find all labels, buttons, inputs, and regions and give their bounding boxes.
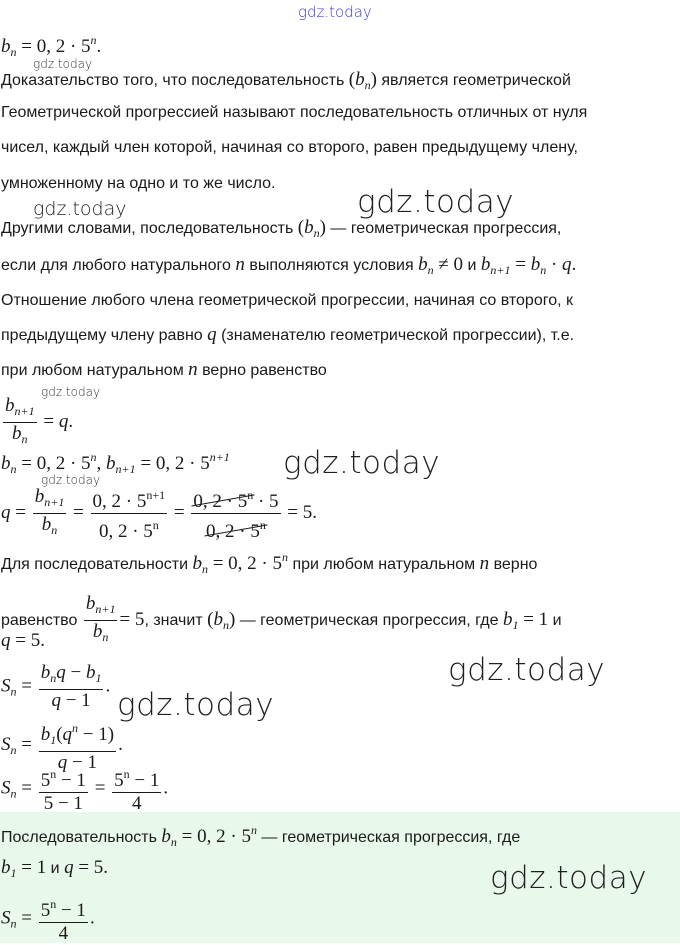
answer-line: $b_1 = 1$ и q = 5. (1, 857, 109, 880)
watermark: gdz.today (490, 860, 648, 896)
formula-ratio: $\frac{b_{n+1}}{b_n}$ = q. (5, 395, 74, 446)
watermark: gdz.today (117, 687, 275, 723)
watermark: gdz.today (41, 473, 101, 487)
watermark: gdz.today (33, 57, 93, 71)
text-line: при любом натуральном n верно равенство (1, 359, 327, 380)
watermark: gdz.today (41, 385, 101, 399)
text-line: предыдущему члену равно q (знаменателю геометрической прогрессии), т.е. (1, 324, 575, 345)
formula-terms: $b_n = 0$, $2 \cdot 5^n$, $b_{n+1} = 0$, $2 \cdot 5^{n+1}$ (1, 450, 230, 476)
watermark: gdz.today (283, 445, 441, 481)
text-line: чисел, каждый член которой, начиная со второго, равен предыдущему члену, (1, 139, 578, 156)
formula-sum-q: $S_n$ = $\frac{b_1(q^n - 1)}{q - 1}$ . (1, 717, 123, 774)
text-line: Доказательство того, что последовательность $(b_n)$ является геометрической (1, 69, 571, 92)
formula-q5: q = 5. (1, 630, 45, 651)
text-line: равенство $\frac{b_{n+1}}{b_n}$ = 5, значит $(b_n)$ — геометрическая прогрессия, где $b_1 = 1$ и (1, 593, 562, 644)
watermark-top[interactable]: gdz.today (298, 3, 372, 21)
watermark: gdz.today (448, 652, 606, 688)
formula-sum-general: $S_n$ = $\frac{b_nq - b_1}{q - 1}$ . (1, 662, 111, 711)
answer-formula: $S_n$ = $\frac{5^n - 1}{4}$ . (1, 893, 95, 945)
answer-line: Последовательность $b_n = 0$, $2 \cdot 5^n$ — геометрическая прогрессия, где (1, 823, 521, 849)
text-line: Другими словами, последовательность $(b_n)$ — геометрическая прогрессия, (1, 217, 562, 240)
text-line: если для любого натурального n выполняются условия $b_n \ne 0$ и $b_{n+1} = b_n \cdot q$. (1, 254, 577, 277)
text-line: умноженному на одно и то же число. (1, 175, 276, 192)
watermark: gdz.today (33, 198, 127, 220)
formula-q: q = $\frac{b_{n+1}}{b_n}$ = $\frac{0, 2 \cdot 5^{n+1}}{0, 2 \cdot 5^n}$ = $\frac{0, 2 \cdot 5^n \cdot 5}{0, 2 \cdot 5^n}$ = 5. (1, 486, 317, 542)
text-line: Отношение любого члена геометрической прогрессии, начиная со второго, к (1, 292, 573, 309)
formula-sum-value: $S_n$ = $\frac{5^n - 1}{5 - 1}$ = $\frac{5^n - 1}{4}$ . (1, 763, 168, 815)
text-line: Для последовательности $b_n = 0$, $2 \cdot 5^n$ при любом натуральном n верно (1, 550, 538, 576)
text-line: Геометрической прогрессией называют последовательность отличных от нуля (1, 104, 588, 121)
watermark: gdz.today (357, 184, 515, 220)
formula-bn: $b_n = 0$, $2 \cdot 5^n$. (1, 33, 102, 59)
